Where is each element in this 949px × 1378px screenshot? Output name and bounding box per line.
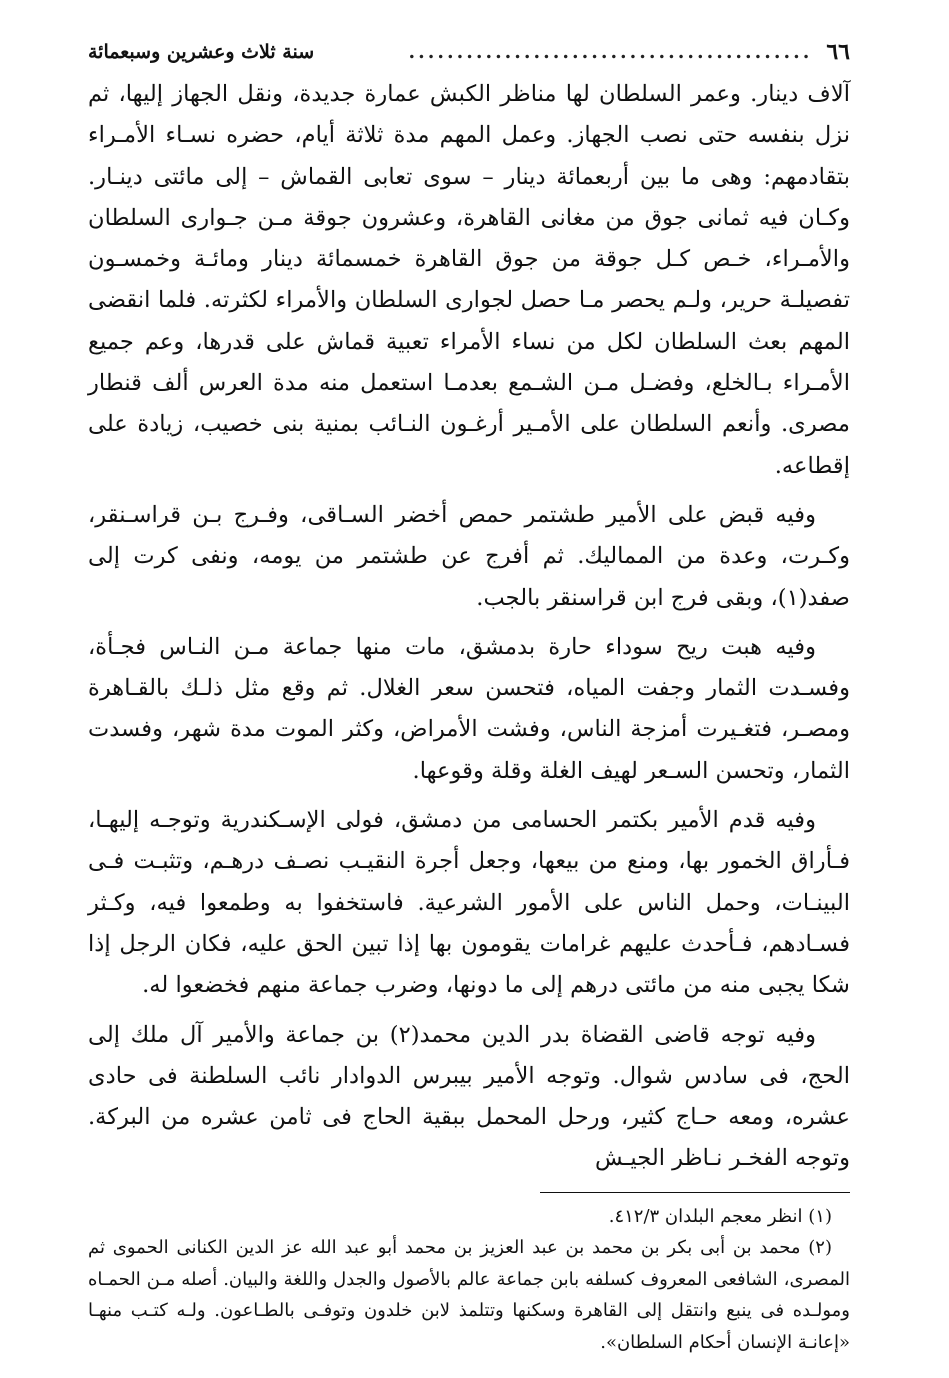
paragraph-5: وفيه توجه قاضى القضاة بدر الدين محمد(٢) بن جماعة والأمير آل ملك إلى الحج، فى سادس شوال. وتوجه الأمير بيبرس الدوادار نائب السلطنة فى حادى عشره، ومعه حـاج كثير، ورحل المحمل ببقية الحاج فى ثامن عشره من البركة. وتوجه الفخـر نـاظر الجيـش [88,1021,850,1172]
leader-dots: .......................................... [408,41,813,63]
paragraph-3: وفيه هبت ريح سوداء حارة بدمشق، مات منها جماعة مـن النـاس فجـأة، وفسـدت الثمار وجفت المياه، فتحسن سعر الغلال. ثم وقع مثل ذلـك بالقـاهرة ومصـر، فتغـيرت أمزجة الناس، وفشت الأمراض، وكثر الموت مدة شهر، وفسدت الثمار، وتحسن السـعر لهيف الغلة وقلة وقوعها. [88,633,850,784]
running-header [88,30,850,74]
footnote-divider [540,1192,850,1193]
paragraph-1: آلاف دينار. وعمر السلطان لها مناظر الكبش عمارة جديدة، ونقل الجهاز إليها، ثم نزل بنفسه حتى نصب الجهاز. وعمل المهم مدة ثلاثة أيام، حضره نسـاء الأمـراء بتقادمهم: وهى ما بين أربعمائة دينار – سوى تعابى القماش – إلى مائتى دينـار. وكـان فيه ثمانى جوق من مغانى القاهرة، وعشرون جوقة مـن جـوارى السلطان والأمـراء، خـص كـل جوقة من جوق القاهرة خمسمائة دينار ومائـة وخمسـون تفصيلـة حرير، ولـم يحصر مـا حصل لجوارى السلطان والأمراء لكثرته. فلما انقضى المهم بعث السلطان لكل من نساء الأمراء تعبية قماش على قدرها، وعم جميع الأمـراء بـالخلع، وفضـل مـن الشـمع بعدمـا استعمل منه مدة العرس ألف قنطار مصرى. وأنعم السلطان على الأمـير أرغـون النـائب بمنية بنى خصيب، زيادة على إقطاعه. [88,81,850,479]
footnotes [88,1201,850,1359]
paragraph-4: وفيه قدم الأمير بكتمر الحسامى من دمشق، فولى الإسـكندرية وتوجـه إليهـا، فـأراق الخمور بها، ومنع من بيعها، وجعل أجرة النقيـب نصـف درهـم، وتثبـت فـى البينـات، وحمل الناس على الأمور الشرعية. فاستخفوا به وطمعوا فيه، وكـثر فسـادهم، فـأحدث عليهم غرامات يقومون بها إذا تبين الحق عليه، فكان الرجل إذا شكا يجبى منه من مائتى درهم إلى ما دونها، وضرب جماعة منهم فخضعوا له. [88,807,850,999]
footnote-1: (١) انظر معجم البلدان ٤١٢/٣. [608,1205,832,1227]
book-page [88,30,850,1360]
footnote-2: (٢) محمد بن أبى بكر بن محمد بن عبد العزيز بن محمد أبو عبد الله عز الدين الكنانى الحموى ثم المصرى، الشافعى المعروف كسلفه بابن جماعة عالم بالأصول والجدل واللغة والبيان. أصله مـن الحمـاه ومولـده فى ينبع وانتقل إلى القاهرة وسكنها وتتلمذ لابن خلدون وتوفـى بالطـاعون. ولـه كتـب منهـا «إعانـة الإنسان أحكام السلطان». [88,1237,851,1353]
main-text [88,74,850,1180]
chapter-title: سنة ثلاث وعشرين وسبعمائة [88,41,315,63]
paragraph-2: وفيه قبض على الأمير طشتمر حمص أخضر السـاقى، وفـرج بـن قراسـنقر، وكـرت، وعدة من المماليك. ثم أفرج عن طشتمر من يومه، ونفى كرت إلى صفد(١)، وبقى فرج ابن قراسنقر بالجب. [88,501,850,611]
page-number: ٦٦ [826,39,850,65]
